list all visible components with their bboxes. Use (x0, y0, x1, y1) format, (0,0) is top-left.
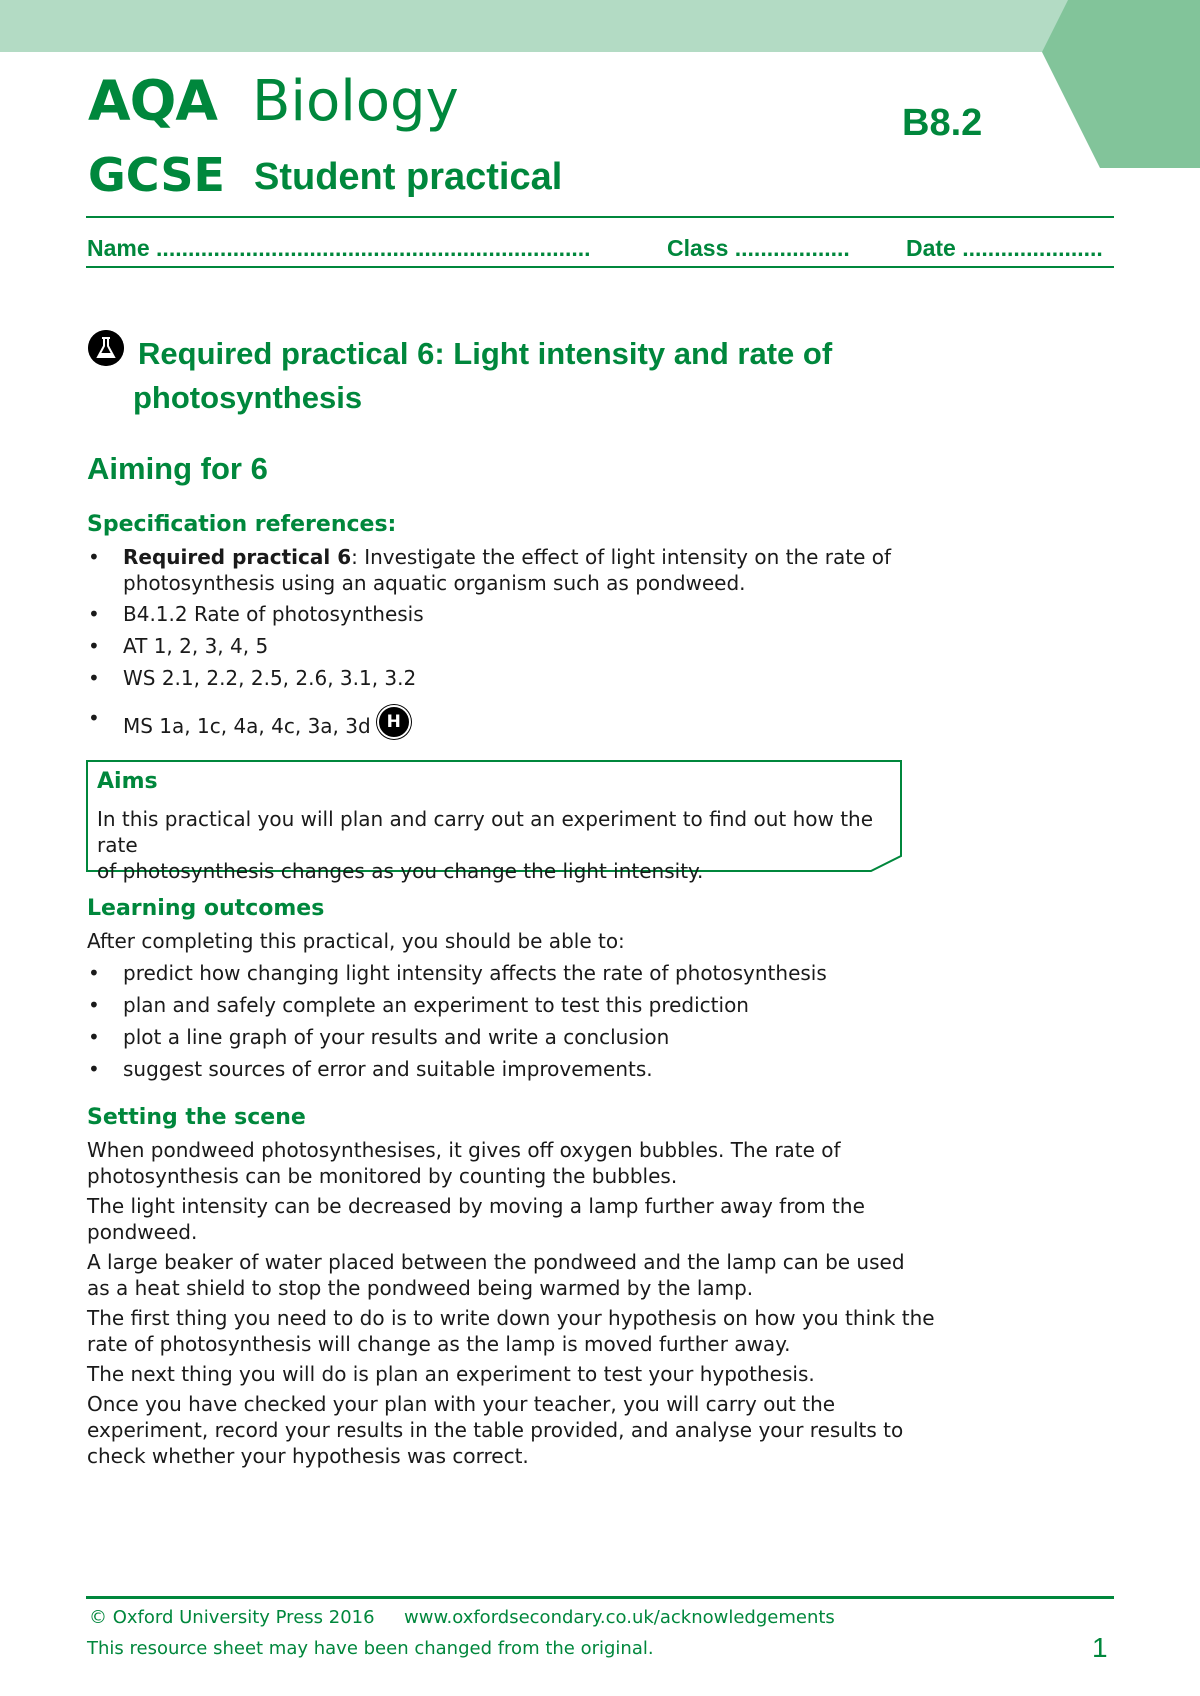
spec-item-4: WS 2.1, 2.2, 2.5, 2.6, 3.1, 3.2 (123, 666, 417, 690)
bullet: • (88, 706, 100, 730)
spec-item-5 (123, 705, 903, 739)
divider-fields (86, 266, 1114, 268)
bullet: • (88, 961, 100, 985)
footer-url[interactable]: www.oxfordsecondary.co.uk/acknowledgements (404, 1607, 835, 1628)
spec-item-1 (123, 544, 903, 570)
spec-item-1-bold: Required practical 6 (123, 545, 352, 569)
spec-item-1-line2: photosynthesis using an aquatic organism such as pondweed. (123, 571, 746, 595)
scene-p4-line2: rate of photosynthesis will change as the lamp is moved further away. (87, 1332, 791, 1356)
brand-subject: Biology (252, 69, 459, 134)
date-field[interactable]: Date ...................... (906, 235, 1103, 261)
bullet: • (88, 993, 100, 1017)
brand-level: GCSE (88, 148, 225, 202)
scene-p5-line1: The next thing you will do is plan an experiment to test your hypothesis. (87, 1362, 815, 1386)
scene-heading: Setting the scene (87, 1105, 306, 1130)
brand-aqa: AQA (88, 69, 217, 133)
scene-p3-line1: A large beaker of water placed between the pondweed and the lamp can be used (87, 1250, 905, 1274)
scene-p1-line1: When pondweed photosynthesises, it gives off oxygen bubbles. The rate of (87, 1138, 841, 1162)
page-title-line2: photosynthesis (133, 380, 363, 415)
aims-line-1: In this practical you will plan and carry out an experiment to find out how the rate (97, 807, 874, 857)
scene-p3-line2: as a heat shield to stop the pondweed being warmed by the lamp. (87, 1276, 754, 1300)
outcomes-heading: Learning outcomes (87, 896, 325, 921)
spec-item-3: AT 1, 2, 3, 4, 5 (123, 634, 269, 658)
footer-note: This resource sheet may have been changed from the original. (87, 1638, 654, 1659)
class-field[interactable]: Class .................. (667, 235, 850, 261)
scene-p2-line2: pondweed. (87, 1220, 198, 1244)
outcome-item: suggest sources of error and suitable improvements. (123, 1057, 653, 1081)
aims-line-2: of photosynthesis changes as you change the light intensity. (97, 859, 704, 883)
spec-heading: Specification references: (87, 512, 397, 537)
scene-text (87, 1137, 947, 1469)
higher-tier-icon: H (377, 705, 411, 739)
footer-divider (86, 1596, 1114, 1599)
bullet: • (88, 545, 100, 569)
spec-item-1-text: : Investigate the effect of light intensity on the rate of (351, 545, 892, 569)
bullet: • (88, 1057, 100, 1081)
aims-heading: Aims (97, 769, 158, 794)
page-number: 1 (1092, 1632, 1108, 1663)
flask-icon (88, 330, 124, 366)
spec-item-5-text: MS 1a, 1c, 4a, 4c, 3a, 3d (123, 714, 371, 738)
outcome-item: plot a line graph of your results and write a conclusion (123, 1025, 670, 1049)
bullet: • (88, 602, 100, 626)
footer-copyright: © Oxford University Press 2016 (89, 1607, 375, 1628)
bullet: • (88, 634, 100, 658)
outcomes-intro: After completing this practical, you should be able to: (87, 929, 625, 953)
divider-top (86, 216, 1114, 218)
brand-type: Student practical (254, 156, 563, 198)
outcome-item: predict how changing light intensity affects the rate of photosynthesis (123, 961, 827, 985)
name-field[interactable]: Name .................................................................... (87, 235, 591, 261)
scene-p6-line2: experiment, record your results in the table provided, and analyse your results to (87, 1418, 904, 1442)
aims-text (97, 806, 897, 884)
bullet: • (88, 666, 100, 690)
scene-p1-line2: photosynthesis can be monitored by counting the bubbles. (87, 1164, 678, 1188)
scene-p2-line1: The light intensity can be decreased by moving a lamp further away from the (87, 1194, 865, 1218)
header-corner-shape (1020, 0, 1200, 168)
sheet-code: B8.2 (902, 102, 983, 144)
bullet: • (88, 1025, 100, 1049)
scene-p6-line1: Once you have checked your plan with your teacher, you will carry out the (87, 1392, 836, 1416)
scene-p4-line1: The first thing you need to do is to write down your hypothesis on how you think the (87, 1306, 935, 1330)
spec-item-2: B4.1.2 Rate of photosynthesis (123, 602, 424, 626)
outcome-item: plan and safely complete an experiment to test this prediction (123, 993, 749, 1017)
scene-p6-line3: check whether your hypothesis was correct. (87, 1444, 529, 1468)
page-title: Required practical 6: Light intensity and rate of (138, 336, 833, 371)
aiming-heading: Aiming for 6 (87, 451, 268, 486)
spec-list (0, 544, 1200, 738)
outcomes-list (0, 960, 1200, 1090)
